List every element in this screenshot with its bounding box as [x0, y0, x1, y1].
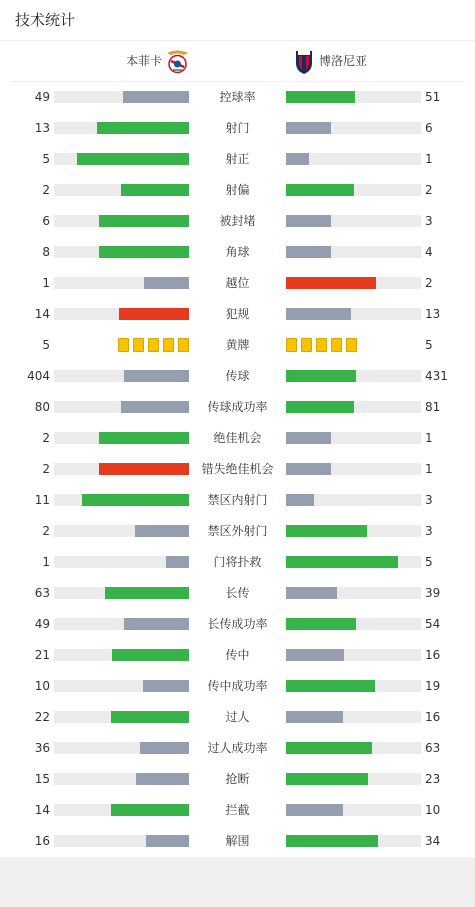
away-stat-value: 1	[425, 462, 433, 476]
home-bar-fill	[111, 711, 189, 723]
yellow-card-icon	[178, 338, 189, 352]
away-stat-bar	[286, 370, 421, 382]
away-stat-bar	[286, 680, 421, 692]
away-stat-value: 16	[425, 710, 441, 724]
home-stat-bar	[54, 494, 189, 506]
away-stat-value: 34	[425, 834, 441, 848]
stat-row	[0, 423, 475, 454]
away-team-name: 博洛尼亚	[319, 54, 368, 68]
bologna-crest-icon	[294, 48, 314, 75]
away-stat-bar	[286, 525, 421, 537]
home-stat-value: 10	[34, 679, 50, 693]
stat-label: 长传	[225, 586, 250, 600]
home-stat-value: 5	[42, 152, 50, 166]
home-stat-value: 21	[34, 648, 50, 662]
home-team-name: 本菲卡	[125, 54, 162, 68]
away-stat-value: 5	[425, 338, 433, 352]
stat-label: 黄牌	[225, 338, 250, 352]
home-bar-fill	[77, 153, 189, 165]
home-stat-bar	[54, 680, 189, 692]
stat-label: 错失绝佳机会	[201, 462, 274, 476]
stat-label: 传球成功率	[207, 400, 268, 414]
home-stat-value: 5	[42, 338, 50, 352]
stat-row	[0, 671, 475, 702]
stat-label: 控球率	[219, 90, 256, 104]
stat-row	[0, 702, 475, 733]
away-bar-fill	[286, 370, 356, 382]
home-stat-bar	[54, 525, 189, 537]
away-stat-value: 4	[425, 245, 433, 259]
home-stat-value: 14	[34, 803, 50, 817]
away-stat-bar	[286, 308, 421, 320]
home-bar-fill	[97, 122, 189, 134]
away-bar-fill	[286, 463, 331, 475]
away-bar-fill	[286, 835, 378, 847]
stat-label: 射门	[225, 121, 250, 135]
home-stat-value: 6	[42, 214, 50, 228]
home-stat-value: 16	[34, 834, 50, 848]
home-bar-fill	[119, 308, 189, 320]
home-stat-value: 13	[34, 121, 50, 135]
stat-label: 绝佳机会	[213, 431, 262, 445]
away-bar-fill	[286, 742, 372, 754]
home-stat-bar	[54, 184, 189, 196]
stat-label: 射正	[225, 152, 250, 166]
home-yellow-cards	[54, 338, 189, 352]
home-stat-bar	[54, 587, 189, 599]
home-stat-bar	[54, 463, 189, 475]
home-stat-value: 36	[34, 741, 50, 755]
away-stat-value: 6	[425, 121, 433, 135]
away-stat-bar	[286, 556, 421, 568]
home-stat-value: 2	[42, 462, 50, 476]
away-stat-value: 3	[425, 524, 433, 538]
home-stat-bar	[54, 742, 189, 754]
yellow-card-icon	[148, 338, 159, 352]
home-stat-bar	[54, 215, 189, 227]
home-stat-value: 1	[42, 276, 50, 290]
stat-label: 禁区外射门	[207, 524, 268, 538]
stat-row	[0, 764, 475, 795]
stat-row	[0, 609, 475, 640]
stat-label: 拦截	[225, 803, 250, 817]
home-stat-value: 49	[34, 617, 50, 631]
away-bar-fill	[286, 494, 314, 506]
yellow-card-icon	[331, 338, 342, 352]
stat-label: 禁区内射门	[207, 493, 268, 507]
away-bar-fill	[286, 308, 351, 320]
home-bar-fill	[124, 370, 189, 382]
away-bar-fill	[286, 246, 331, 258]
yellow-card-icon	[286, 338, 297, 352]
stats-list	[0, 82, 475, 857]
away-stat-bar	[286, 91, 421, 103]
home-stat-bar	[54, 370, 189, 382]
away-stat-value: 3	[425, 214, 433, 228]
stat-row	[0, 826, 475, 857]
stat-label: 过人	[225, 710, 250, 724]
away-stat-bar	[286, 804, 421, 816]
away-stat-bar	[286, 277, 421, 289]
home-stat-bar	[54, 246, 189, 258]
home-stat-value: 404	[27, 369, 50, 383]
stat-row	[0, 795, 475, 826]
away-stat-bar	[286, 463, 421, 475]
away-stat-bar	[286, 587, 421, 599]
stat-label: 传球	[225, 369, 250, 383]
stat-label: 解围	[225, 834, 250, 848]
home-stat-bar	[54, 308, 189, 320]
page-title: 技术统计	[15, 11, 76, 29]
away-bar-fill	[286, 587, 337, 599]
stat-row	[0, 733, 475, 764]
stat-row	[0, 175, 475, 206]
stat-row	[0, 144, 475, 175]
away-stat-bar	[286, 742, 421, 754]
stat-row	[0, 113, 475, 144]
home-bar-fill	[146, 835, 189, 847]
away-stat-value: 5	[425, 555, 433, 569]
home-stat-bar	[54, 835, 189, 847]
home-bar-fill	[99, 215, 189, 227]
home-bar-fill	[121, 401, 189, 413]
stat-label: 传中成功率	[207, 679, 268, 693]
home-bar-fill	[143, 680, 189, 692]
home-stat-value: 1	[42, 555, 50, 569]
away-stat-bar	[286, 184, 421, 196]
away-stat-bar	[286, 432, 421, 444]
away-bar-fill	[286, 525, 367, 537]
stat-label: 角球	[225, 245, 250, 259]
home-bar-fill	[99, 463, 189, 475]
home-bar-fill	[121, 184, 189, 196]
stat-row	[0, 392, 475, 423]
away-bar-fill	[286, 215, 331, 227]
home-bar-fill	[112, 649, 189, 661]
stat-row	[0, 330, 475, 361]
home-stat-value: 49	[34, 90, 50, 104]
away-bar-fill	[286, 401, 354, 413]
away-stat-bar	[286, 711, 421, 723]
home-bar-fill	[135, 525, 189, 537]
away-stat-value: 13	[425, 307, 441, 321]
stat-row	[0, 82, 475, 113]
away-stat-value: 1	[425, 152, 433, 166]
stat-label: 传中	[225, 648, 250, 662]
stat-row	[0, 578, 475, 609]
stat-row	[0, 640, 475, 671]
away-stat-bar	[286, 401, 421, 413]
stat-row	[0, 516, 475, 547]
stat-row	[0, 206, 475, 237]
away-bar-fill	[286, 618, 356, 630]
home-stat-value: 2	[42, 431, 50, 445]
away-stat-value: 39	[425, 586, 441, 600]
away-stat-bar	[286, 649, 421, 661]
teams-header	[0, 41, 475, 81]
home-stat-bar	[54, 91, 189, 103]
away-bar-fill	[286, 680, 375, 692]
home-stat-bar	[54, 804, 189, 816]
home-bar-fill	[166, 556, 189, 568]
home-stat-value: 80	[34, 400, 50, 414]
away-stat-value: 54	[425, 617, 441, 631]
away-bar-fill	[286, 184, 354, 196]
home-stat-bar	[54, 556, 189, 568]
home-stat-value: 22	[34, 710, 50, 724]
home-bar-fill	[140, 742, 189, 754]
home-bar-fill	[99, 246, 189, 258]
away-stat-bar	[286, 835, 421, 847]
home-stat-bar	[54, 773, 189, 785]
home-stat-value: 14	[34, 307, 50, 321]
yellow-card-icon	[301, 338, 312, 352]
away-stat-value: 51	[425, 90, 441, 104]
away-stat-value: 81	[425, 400, 441, 414]
stat-row	[0, 454, 475, 485]
home-bar-fill	[124, 618, 189, 630]
away-yellow-cards	[286, 338, 421, 352]
yellow-card-icon	[163, 338, 174, 352]
stat-label: 长传成功率	[207, 617, 268, 631]
away-stat-value: 63	[425, 741, 441, 755]
away-bar-fill	[286, 432, 331, 444]
away-bar-fill	[286, 556, 398, 568]
home-bar-fill	[105, 587, 189, 599]
away-stat-bar	[286, 246, 421, 258]
away-stat-bar	[286, 215, 421, 227]
home-bar-fill	[123, 91, 189, 103]
away-bar-fill	[286, 277, 376, 289]
away-stat-bar	[286, 153, 421, 165]
away-stat-bar	[286, 618, 421, 630]
home-bar-fill	[136, 773, 189, 785]
home-stat-value: 15	[34, 772, 50, 786]
home-bar-fill	[111, 804, 189, 816]
stat-label: 射偏	[225, 183, 250, 197]
away-stat-value: 23	[425, 772, 441, 786]
away-bar-fill	[286, 804, 343, 816]
home-stat-value: 63	[34, 586, 50, 600]
stat-row	[0, 547, 475, 578]
yellow-card-icon	[316, 338, 327, 352]
away-bar-fill	[286, 153, 309, 165]
home-stat-bar	[54, 649, 189, 661]
yellow-card-icon	[118, 338, 129, 352]
home-bar-fill	[99, 432, 189, 444]
stat-row	[0, 361, 475, 392]
home-stat-bar	[54, 277, 189, 289]
away-stat-value: 2	[425, 183, 433, 197]
away-stat-value: 10	[425, 803, 441, 817]
yellow-card-icon	[346, 338, 357, 352]
away-stat-value: 431	[425, 369, 448, 383]
home-stat-bar	[54, 153, 189, 165]
away-stat-value: 1	[425, 431, 433, 445]
yellow-card-icon	[133, 338, 144, 352]
home-stat-value: 8	[42, 245, 50, 259]
away-stat-value: 3	[425, 493, 433, 507]
home-bar-fill	[144, 277, 189, 289]
home-stat-bar	[54, 401, 189, 413]
home-stat-value: 2	[42, 183, 50, 197]
away-stat-value: 16	[425, 648, 441, 662]
away-stat-value: 19	[425, 679, 441, 693]
stat-label: 抢断	[225, 772, 250, 786]
home-stat-value: 11	[34, 493, 50, 507]
away-bar-fill	[286, 649, 344, 661]
away-stat-bar	[286, 494, 421, 506]
away-stat-value: 2	[425, 276, 433, 290]
stat-row	[0, 268, 475, 299]
stat-row	[0, 485, 475, 516]
away-bar-fill	[286, 773, 368, 785]
stat-label: 门将扑救	[213, 555, 262, 569]
away-stat-bar	[286, 773, 421, 785]
away-bar-fill	[286, 122, 331, 134]
home-stat-value: 2	[42, 524, 50, 538]
stat-label: 越位	[225, 276, 250, 290]
stat-label: 犯规	[225, 307, 250, 321]
away-stat-bar	[286, 122, 421, 134]
benfica-crest-icon	[164, 48, 191, 75]
stat-row	[0, 299, 475, 330]
stat-label: 过人成功率	[207, 741, 268, 755]
home-stat-bar	[54, 618, 189, 630]
home-stat-bar	[54, 432, 189, 444]
away-bar-fill	[286, 711, 343, 723]
home-stat-bar	[54, 711, 189, 723]
home-bar-fill	[82, 494, 189, 506]
away-bar-fill	[286, 91, 355, 103]
stat-label: 被封堵	[219, 214, 256, 228]
home-stat-bar	[54, 122, 189, 134]
stat-row	[0, 237, 475, 268]
